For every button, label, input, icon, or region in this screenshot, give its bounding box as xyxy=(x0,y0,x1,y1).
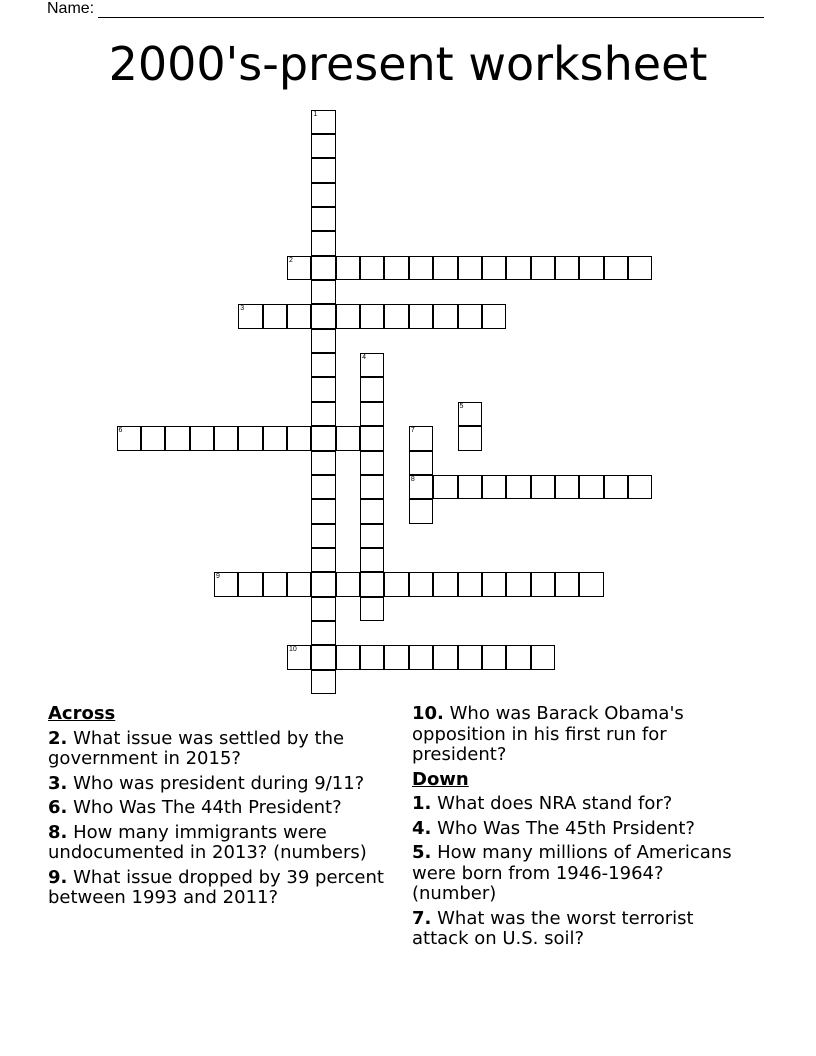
grid-cell[interactable] xyxy=(336,645,360,669)
grid-cell[interactable] xyxy=(311,304,335,328)
clue-across-2: 2. What issue was settled by the government in 2015? xyxy=(48,727,345,769)
clue-number: 2 xyxy=(289,256,293,264)
grid-cell[interactable] xyxy=(360,572,384,596)
grid-cell[interactable] xyxy=(604,475,628,499)
grid-cell-4[interactable] xyxy=(360,353,384,377)
grid-cell[interactable] xyxy=(409,304,433,328)
grid-cell[interactable] xyxy=(360,499,384,523)
clue-number: 5 xyxy=(459,402,464,410)
clues-right-column xyxy=(412,704,742,954)
grid-cell[interactable] xyxy=(433,475,457,499)
grid-cell[interactable] xyxy=(433,572,457,596)
grid-cell[interactable] xyxy=(482,304,506,328)
grid-cell[interactable] xyxy=(311,377,335,401)
grid-cell[interactable] xyxy=(263,426,287,450)
grid-cell[interactable] xyxy=(531,475,555,499)
clue-across-9: 9. What issue dropped by 39 percent between 1993 and 2011? xyxy=(48,866,384,908)
clue-number: 9 xyxy=(215,573,220,581)
page-title: 2000's-present worksheet xyxy=(108,37,708,91)
grid-cell[interactable] xyxy=(360,475,384,499)
grid-cell[interactable] xyxy=(360,451,384,475)
grid-cell[interactable] xyxy=(433,304,457,328)
grid-cell[interactable] xyxy=(555,475,579,499)
grid-cell[interactable] xyxy=(555,256,579,280)
grid-cell-9[interactable] xyxy=(214,572,238,596)
grid-cell[interactable] xyxy=(506,475,530,499)
grid-cell[interactable] xyxy=(311,158,335,182)
grid-cell[interactable] xyxy=(311,207,335,231)
grid-cell[interactable] xyxy=(311,597,335,621)
grid-cell-5[interactable] xyxy=(458,402,482,426)
grid-cell[interactable] xyxy=(628,256,652,280)
grid-cell[interactable] xyxy=(360,377,384,401)
grid-cell[interactable] xyxy=(311,572,335,596)
grid-cell[interactable] xyxy=(360,645,384,669)
grid-cell[interactable] xyxy=(506,256,530,280)
grid-cell[interactable] xyxy=(360,426,384,450)
grid-cell[interactable] xyxy=(409,645,433,669)
grid-cell[interactable] xyxy=(311,231,335,255)
grid-cell[interactable] xyxy=(263,304,287,328)
grid-cell-1[interactable] xyxy=(311,110,335,134)
grid-cell[interactable] xyxy=(311,134,335,158)
grid-cell-10[interactable] xyxy=(287,645,311,669)
clue-down-4: 4. Who Was The 45th Prsident? xyxy=(412,817,695,839)
grid-cell[interactable] xyxy=(360,304,384,328)
grid-cell[interactable] xyxy=(433,256,457,280)
grid-cell[interactable] xyxy=(287,304,311,328)
grid-cell[interactable] xyxy=(287,572,311,596)
grid-cell[interactable] xyxy=(360,402,384,426)
grid-cell[interactable] xyxy=(579,572,603,596)
grid-cell[interactable] xyxy=(311,645,335,669)
grid-cell[interactable] xyxy=(190,426,214,450)
grid-cell[interactable] xyxy=(555,572,579,596)
grid-cell[interactable] xyxy=(433,645,457,669)
grid-cell[interactable] xyxy=(531,645,555,669)
grid-cell[interactable] xyxy=(311,451,335,475)
grid-cell[interactable] xyxy=(336,304,360,328)
name-label: Name: xyxy=(47,0,95,17)
grid-cell[interactable] xyxy=(506,645,530,669)
grid-cell[interactable] xyxy=(579,475,603,499)
grid-cell[interactable] xyxy=(336,256,360,280)
grid-cell[interactable] xyxy=(214,426,238,450)
grid-cell[interactable] xyxy=(311,670,335,694)
grid-cell[interactable] xyxy=(384,304,408,328)
clue-across-10: 10. Who was Barack Obama's opposition in his first run for president? xyxy=(412,703,684,765)
grid-cell[interactable] xyxy=(263,572,287,596)
grid-cell[interactable] xyxy=(579,256,603,280)
clue-across-6: 6. Who Was The 44th President? xyxy=(48,797,342,818)
clue-down-1: 1. What does NRA stand for? xyxy=(412,793,673,814)
grid-cell[interactable] xyxy=(482,256,506,280)
grid-cell[interactable] xyxy=(336,572,360,596)
grid-cell[interactable] xyxy=(360,524,384,548)
grid-cell[interactable] xyxy=(604,256,628,280)
clue-number: 1 xyxy=(313,110,318,118)
clue-number: 6 xyxy=(118,427,123,435)
grid-cell-6[interactable] xyxy=(117,426,141,450)
grid-cell[interactable] xyxy=(482,475,506,499)
grid-cell-8[interactable] xyxy=(409,475,433,499)
grid-cell[interactable] xyxy=(458,256,482,280)
grid-cell[interactable] xyxy=(628,475,652,499)
grid-cell[interactable] xyxy=(458,475,482,499)
grid-cell-2[interactable] xyxy=(287,256,311,280)
grid-cell[interactable] xyxy=(409,572,433,596)
grid-cell-7[interactable] xyxy=(409,426,433,450)
grid-cell[interactable] xyxy=(458,426,482,450)
grid-cell-3[interactable] xyxy=(238,304,262,328)
grid-cell[interactable] xyxy=(238,426,262,450)
clue-number: 8 xyxy=(410,475,415,483)
grid-cell[interactable] xyxy=(458,304,482,328)
grid-cell[interactable] xyxy=(311,329,335,353)
clues-left-column xyxy=(48,704,398,913)
grid-cell[interactable] xyxy=(458,645,482,669)
clue-down-7: 7. What was the worst terrorist attack on U.S. soil? xyxy=(412,907,694,949)
down-heading: Down xyxy=(412,768,469,790)
grid-cell[interactable] xyxy=(336,426,360,450)
grid-cell[interactable] xyxy=(506,572,530,596)
grid-cell[interactable] xyxy=(141,426,165,450)
grid-cell[interactable] xyxy=(409,499,433,523)
grid-cell[interactable] xyxy=(531,572,555,596)
grid-cell[interactable] xyxy=(311,256,335,280)
grid-cell[interactable] xyxy=(311,548,335,572)
grid-cell[interactable] xyxy=(360,597,384,621)
grid-cell[interactable] xyxy=(360,256,384,280)
grid-cell[interactable] xyxy=(311,280,335,304)
grid-cell[interactable] xyxy=(384,256,408,280)
grid-cell[interactable] xyxy=(311,499,335,523)
grid-cell[interactable] xyxy=(311,475,335,499)
grid-cell[interactable] xyxy=(165,426,189,450)
grid-cell[interactable] xyxy=(311,426,335,450)
clue-across-8: 8. How many immigrants were undocumented in 2013? (numbers) xyxy=(48,821,367,863)
grid-cell[interactable] xyxy=(482,572,506,596)
grid-cell[interactable] xyxy=(531,256,555,280)
grid-cell[interactable] xyxy=(409,256,433,280)
clue-number: 4 xyxy=(362,354,366,362)
grid-cell[interactable] xyxy=(311,524,335,548)
across-heading: Across xyxy=(48,703,116,724)
grid-cell[interactable] xyxy=(311,402,335,426)
grid-cell[interactable] xyxy=(384,572,408,596)
clue-number: 3 xyxy=(240,305,245,313)
grid-cell[interactable] xyxy=(384,645,408,669)
clue-across-3: 3. Who was president during 9/11? xyxy=(48,772,365,794)
grid-cell[interactable] xyxy=(311,183,335,207)
grid-cell[interactable] xyxy=(360,548,384,572)
grid-cell[interactable] xyxy=(311,353,335,377)
clue-number: 7 xyxy=(410,427,415,435)
grid-cell[interactable] xyxy=(409,451,433,475)
grid-cell[interactable] xyxy=(287,426,311,450)
grid-cell[interactable] xyxy=(238,572,262,596)
grid-cell[interactable] xyxy=(482,645,506,669)
clue-number: 10 xyxy=(289,646,297,654)
clue-down-5: 5. How many millions of Americans were born from 1946-1964? (number) xyxy=(412,842,732,904)
grid-cell[interactable] xyxy=(311,621,335,645)
grid-cell[interactable] xyxy=(458,572,482,596)
